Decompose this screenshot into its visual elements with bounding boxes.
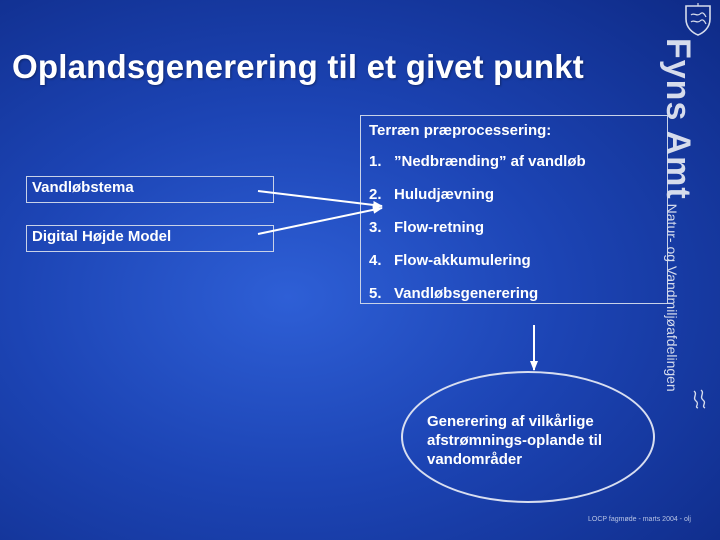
coat-of-arms-icon	[683, 3, 713, 37]
step-number: 3.	[369, 219, 382, 236]
step-text: Huludjævning	[394, 186, 494, 203]
arrow-dhm-to-terrain	[258, 208, 382, 234]
slide-title: Oplandsgenerering til et givet punkt	[12, 48, 584, 85]
step-text: ”Nedbrænding” af vandløb	[394, 153, 586, 170]
output-text: Generering af vilkårlige afstrømnings-oplande til vandområder	[427, 413, 603, 468]
input-label-vandlob: Vandløbstema	[32, 179, 134, 196]
input-label-dhm: Digital Højde Model	[32, 228, 172, 245]
brand-name: Fyns Amt	[659, 38, 697, 200]
step-text: Flow-akkumulering	[394, 252, 531, 269]
step-number: 5.	[369, 285, 382, 302]
step-text: Flow-retning	[394, 219, 484, 236]
terrain-heading: Terræn præprocessering:	[369, 122, 552, 139]
step-text: Vandløbsgenerering	[394, 285, 539, 302]
fyns-amt-logo-icon	[688, 388, 710, 410]
footer-text: LOCP fagmøde - marts 2004 - olj	[588, 516, 691, 523]
brand-vertical-text	[658, 38, 697, 392]
step-number: 1.	[369, 153, 382, 170]
step-number: 2.	[369, 186, 382, 203]
arrow-vandlob-to-terrain	[258, 191, 382, 206]
brand-department: Natur- og Vandmiljøafdelingen	[664, 203, 680, 392]
step-number: 4.	[369, 252, 382, 269]
